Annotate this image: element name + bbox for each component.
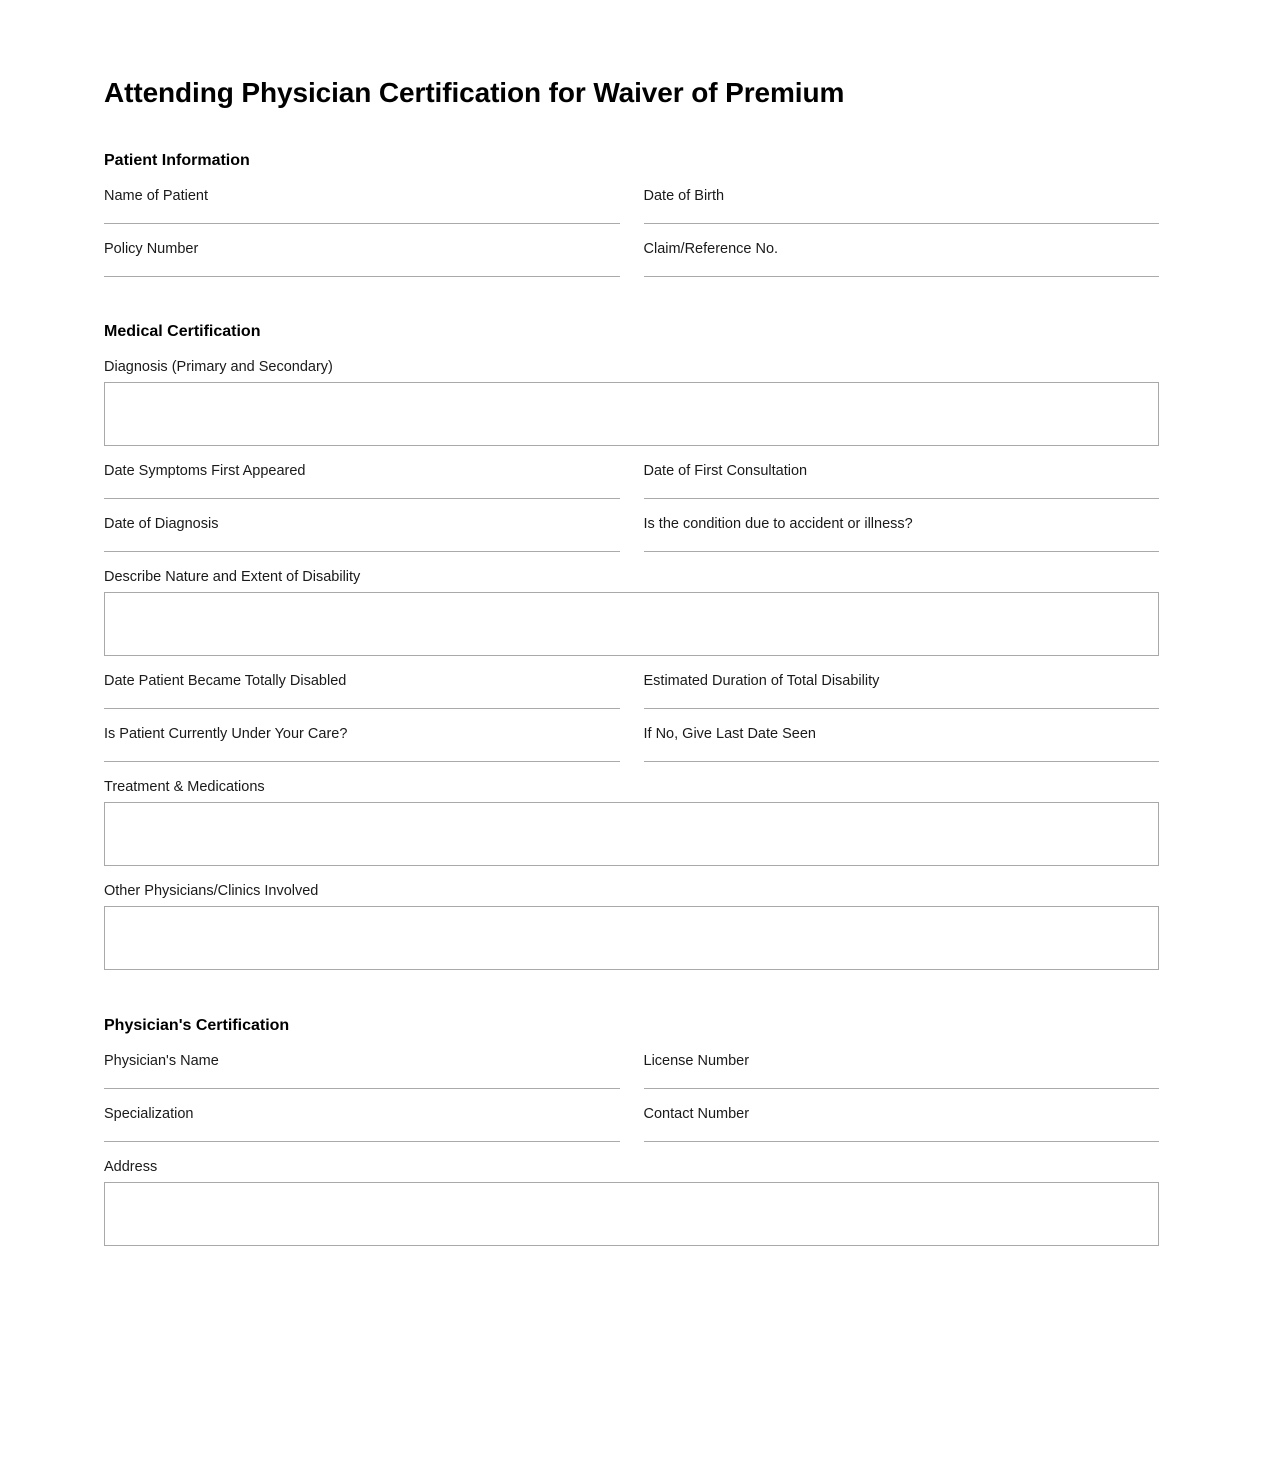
field-name-of-patient: [104, 171, 620, 224]
field-row: [104, 1142, 1159, 1246]
field-date-of-birth: [644, 171, 1160, 224]
treatment-medications-textarea[interactable]: [104, 802, 1159, 866]
field-license-number: [644, 1036, 1160, 1089]
diagnosis-textarea[interactable]: [104, 382, 1159, 446]
field-row: [104, 446, 1159, 499]
field-row: [104, 709, 1159, 762]
nature-extent-of-disability-textarea[interactable]: [104, 592, 1159, 656]
field-label: License Number: [643, 1053, 750, 1069]
field-last-date-seen: [644, 709, 1160, 762]
section-medical-certification: [104, 277, 1159, 970]
field-label: Address: [104, 1159, 158, 1175]
field-date-of-first-consultation: [644, 446, 1160, 499]
field-label: Other Physicians/Clinics Involved: [104, 883, 319, 899]
field-row: [104, 552, 1159, 656]
field-label: Contact Number: [643, 1106, 750, 1122]
field-label: Date Patient Became Totally Disabled: [104, 673, 347, 689]
field-date-totally-disabled: [104, 656, 620, 709]
field-label: Treatment & Medications: [104, 779, 265, 795]
field-contact-number: [644, 1089, 1160, 1142]
field-specialization: [104, 1089, 620, 1142]
field-label: Date Symptoms First Appeared: [104, 463, 306, 479]
field-address: [104, 1142, 1159, 1246]
field-label: Describe Nature and Extent of Disability: [104, 569, 361, 585]
field-estimated-duration-of-disability: [644, 656, 1160, 709]
section-heading-physicians-certification: Physician's Certification: [104, 1017, 290, 1034]
field-policy-number: [104, 224, 620, 277]
field-label: Diagnosis (Primary and Secondary): [104, 359, 333, 375]
field-nature-extent-of-disability: [104, 552, 1159, 656]
field-label: Policy Number: [104, 241, 199, 257]
field-row: [104, 656, 1159, 709]
field-label: Name of Patient: [104, 188, 208, 204]
section-heading-patient-information: Patient Information: [104, 152, 250, 169]
field-claim-reference-no: [644, 224, 1160, 277]
field-treatment-medications: [104, 762, 1159, 866]
field-date-symptoms-first-appeared: [104, 446, 620, 499]
field-label: Date of Diagnosis: [104, 516, 219, 532]
field-label: Specialization: [104, 1106, 194, 1122]
field-row: [104, 499, 1159, 552]
field-date-of-diagnosis: [104, 499, 620, 552]
field-label: Date of Birth: [643, 188, 725, 204]
section-heading-medical-certification: Medical Certification: [104, 323, 261, 340]
field-row: [104, 342, 1159, 446]
section-physicians-certification: [104, 970, 1159, 1246]
field-label: Is the condition due to accident or illness?: [643, 516, 913, 532]
section-patient-information: [104, 110, 1159, 277]
field-row: [104, 224, 1159, 277]
field-row: [104, 1036, 1159, 1089]
address-textarea[interactable]: [104, 1182, 1159, 1246]
field-currently-under-your-care: [104, 709, 620, 762]
claim-reference-no-input[interactable]: [644, 276, 1160, 277]
field-other-physicians-clinics: [104, 866, 1159, 970]
field-row: [104, 866, 1159, 970]
field-label: Physician's Name: [104, 1053, 219, 1069]
page-title: Attending Physician Certification for Waiver of Premium: [104, 77, 845, 108]
field-physicians-name: [104, 1036, 620, 1089]
field-row: [104, 1089, 1159, 1142]
field-label: Claim/Reference No.: [643, 241, 779, 257]
field-diagnosis: [104, 342, 1159, 446]
field-label: Is Patient Currently Under Your Care?: [104, 726, 348, 742]
policy-number-input[interactable]: [104, 276, 620, 277]
field-row: [104, 762, 1159, 866]
field-label: If No, Give Last Date Seen: [643, 726, 816, 742]
field-accident-or-illness: [644, 499, 1160, 552]
field-label: Date of First Consultation: [643, 463, 808, 479]
field-row: [104, 171, 1159, 224]
field-label: Estimated Duration of Total Disability: [643, 673, 880, 689]
other-physicians-clinics-textarea[interactable]: [104, 906, 1159, 970]
